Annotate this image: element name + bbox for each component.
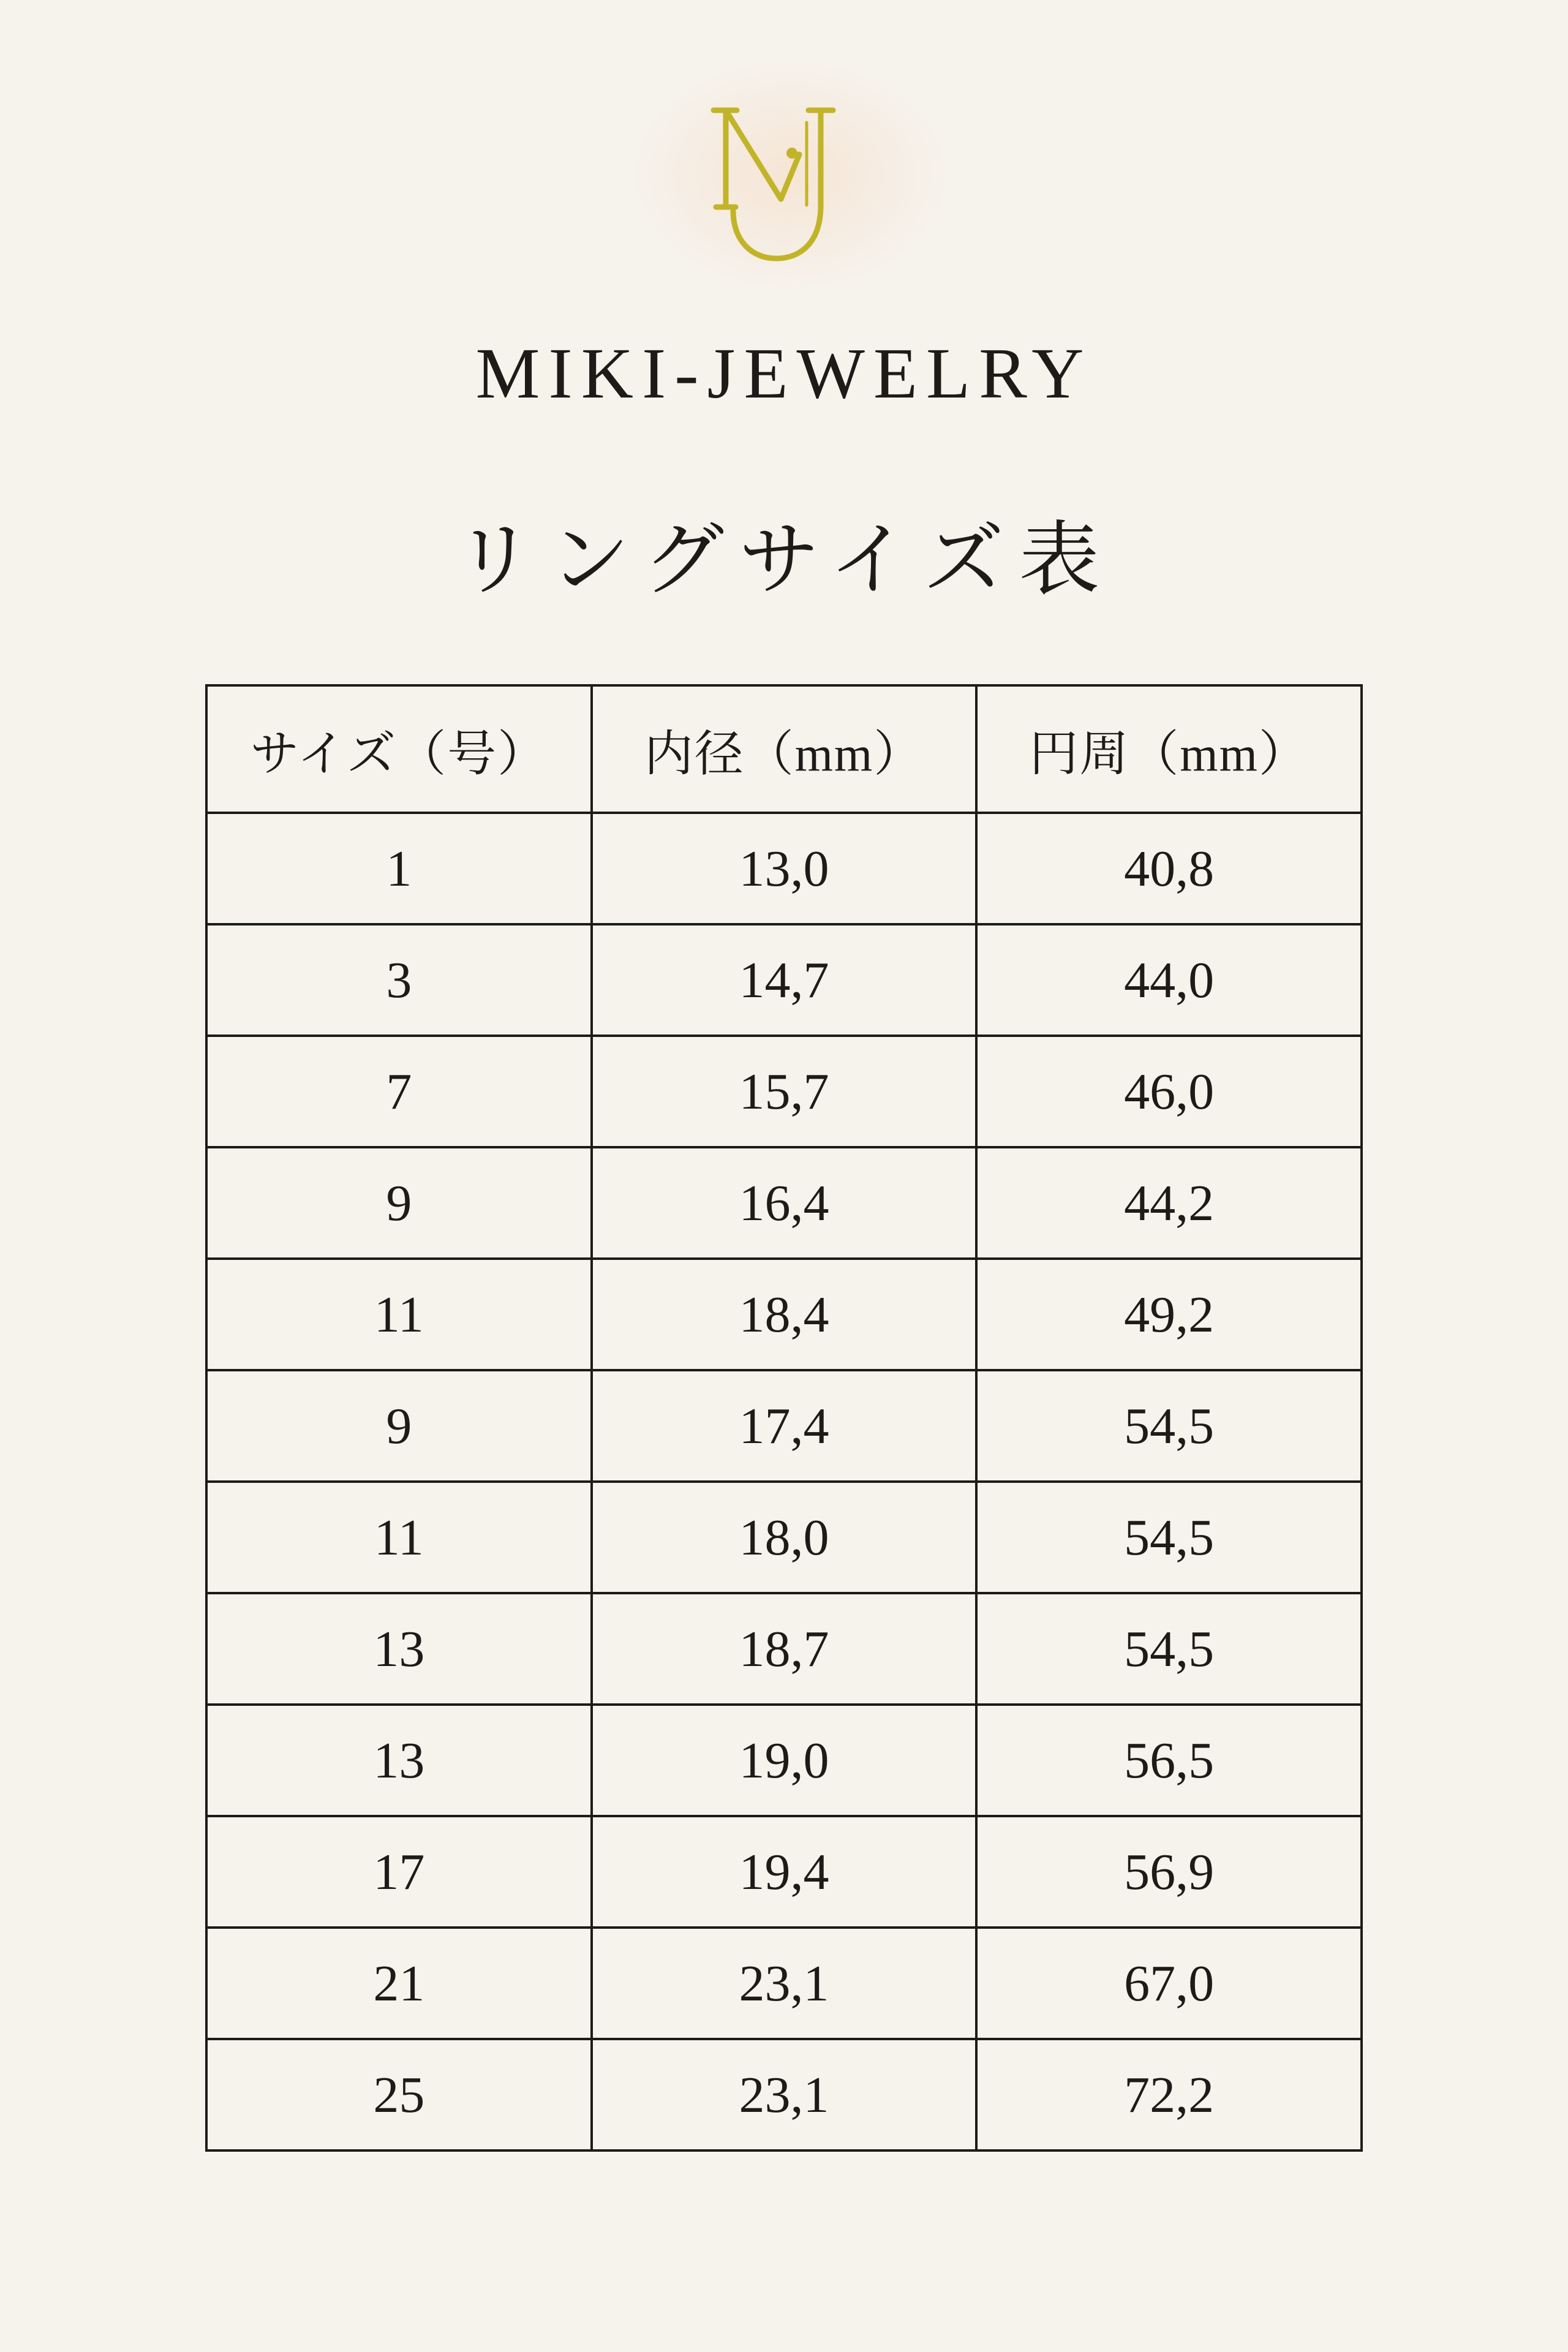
table-row: [206, 1036, 1362, 1147]
mj-monogram-icon: [707, 98, 861, 270]
size-cell: 3: [206, 924, 592, 1036]
size-cell: 7: [206, 1036, 592, 1147]
table-row: [206, 1370, 1362, 1482]
diameter-cell: 15,7: [592, 1036, 977, 1147]
circumference-cell: 40,8: [976, 813, 1362, 924]
ring-size-table: [205, 684, 1363, 2152]
page-title: リングサイズ表: [453, 515, 1115, 605]
size-cell: 11: [206, 1259, 592, 1370]
size-cell: 21: [206, 1928, 592, 2039]
size-cell: 11: [206, 1482, 592, 1593]
circumference-cell: 49,2: [976, 1259, 1362, 1370]
diameter-cell: 18,7: [592, 1593, 977, 1705]
size-cell: 13: [206, 1705, 592, 1816]
diameter-cell: 14,7: [592, 924, 977, 1036]
diameter-cell: 19,0: [592, 1705, 977, 1816]
table-row: [206, 1928, 1362, 2039]
brand-name: MIKI-JEWELRY: [475, 333, 1093, 413]
diameter-cell: 18,0: [592, 1482, 977, 1593]
circumference-cell: 44,2: [976, 1147, 1362, 1259]
diameter-cell: 16,4: [592, 1147, 977, 1259]
size-cell: 9: [206, 1147, 592, 1259]
header-circumference: 円周（mm）: [976, 685, 1362, 813]
diameter-cell: 23,1: [592, 2039, 977, 2150]
diameter-cell: 18,4: [592, 1259, 977, 1370]
table-row: [206, 1147, 1362, 1259]
size-cell: 13: [206, 1593, 592, 1705]
table-row: [206, 2039, 1362, 2150]
size-cell: 9: [206, 1370, 592, 1482]
header-size: サイズ（号）: [206, 685, 592, 813]
table-row: [206, 1259, 1362, 1370]
circumference-cell: 72,2: [976, 2039, 1362, 2150]
circumference-cell: 46,0: [976, 1036, 1362, 1147]
table-row: [206, 924, 1362, 1036]
size-cell: 25: [206, 2039, 592, 2150]
circumference-cell: 56,5: [976, 1705, 1362, 1816]
diameter-cell: 23,1: [592, 1928, 977, 2039]
circumference-cell: 44,0: [976, 924, 1362, 1036]
header-inner-diameter: 内径（mm）: [592, 685, 977, 813]
circumference-cell: 54,5: [976, 1482, 1362, 1593]
diameter-cell: 17,4: [592, 1370, 977, 1482]
circumference-cell: 54,5: [976, 1593, 1362, 1705]
diameter-cell: 19,4: [592, 1816, 977, 1928]
table-row: [206, 1705, 1362, 1816]
diameter-cell: 13,0: [592, 813, 977, 924]
circumference-cell: 54,5: [976, 1370, 1362, 1482]
circumference-cell: 67,0: [976, 1928, 1362, 2039]
size-cell: 17: [206, 1816, 592, 1928]
table-header-row: [206, 685, 1362, 813]
table-row: [206, 813, 1362, 924]
circumference-cell: 56,9: [976, 1816, 1362, 1928]
size-cell: 1: [206, 813, 592, 924]
table-row: [206, 1482, 1362, 1593]
table-row: [206, 1593, 1362, 1705]
table-row: [206, 1816, 1362, 1928]
